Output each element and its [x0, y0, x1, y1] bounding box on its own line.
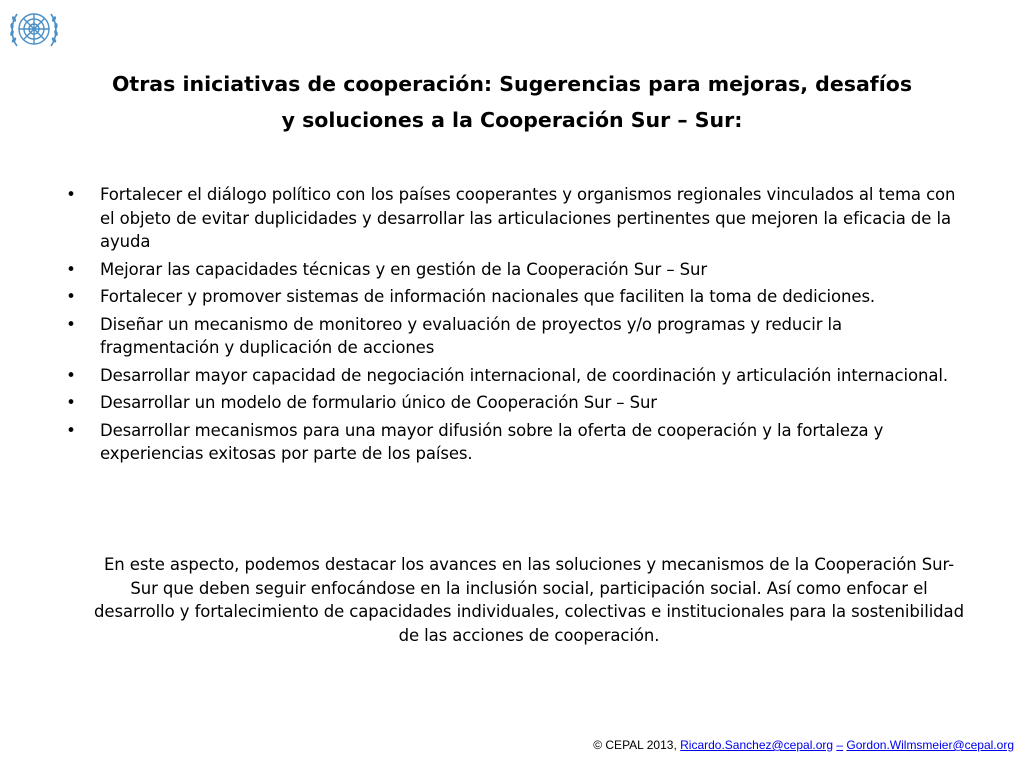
slide-title-line-2: y soluciones a la Cooperación Sur – Sur:	[281, 108, 743, 132]
slide-title	[40, 66, 984, 138]
copyright-text: © CEPAL 2013,	[593, 738, 681, 752]
list-item-text: Fortalecer y promover sistemas de información nacionales que faciliten la toma de dediciones.	[100, 287, 876, 306]
bullet-icon: •	[66, 314, 76, 334]
bullet-icon: •	[66, 185, 76, 204]
un-emblem-icon	[7, 2, 61, 54]
footer	[593, 738, 1014, 752]
list-item-text: Desarrollar mecanismos para una mayor difusión sobre la oferta de cooperación y la fortaleza y experiencias exitosas por parte de los países.	[100, 420, 884, 463]
email-link-gordon[interactable]: Gordon.Wilmsmeier@cepal.org	[846, 738, 1014, 752]
conclusion-paragraph: En este aspecto, podemos destacar los avances en las soluciones y mecanismos de la Cooperación Sur-Sur que deben seguir enfocándose en la inclusión social, participación social. Así como enfocar el desarrollo y fortalecimiento de capacidades individuales, colectivas e institucionales para la sostenibilidad de las acciones de cooperación.	[94, 555, 964, 645]
bullet-list	[64, 183, 964, 470]
bullet-icon: •	[66, 259, 76, 279]
list-item-text: Diseñar un mecanismo de monitoreo y evaluación de proyectos y/o programas y reducir la fragmentación y duplicación de acciones	[100, 314, 843, 357]
list-item	[64, 364, 964, 388]
list-item	[64, 313, 964, 360]
bullet-icon: •	[66, 420, 76, 440]
bullet-icon: •	[66, 365, 76, 385]
list-item	[64, 419, 964, 466]
list-item-text: Mejorar las capacidades técnicas y en gestión de la Cooperación Sur – Sur	[100, 259, 708, 279]
slide-title-line-1: Otras iniciativas de cooperación: Sugerencias para mejoras, desafíos	[111, 72, 913, 96]
list-item	[64, 285, 964, 309]
email-link-ricardo[interactable]: Ricardo.Sanchez@cepal.org	[680, 738, 834, 752]
footer-separator[interactable]: –	[836, 738, 844, 752]
list-item-text: Fortalecer el diálogo político con los países cooperantes y organismos regionales vinculados al tema con el objeto de evitar duplicidades y desarrollar las articulaciones pertinentes que mejoren la eficacia de la ayuda	[100, 185, 956, 251]
list-item	[64, 183, 964, 254]
bullet-icon: •	[66, 393, 76, 412]
list-item-text: Desarrollar mayor capacidad de negociación internacional, de coordinación y articulación internacional.	[100, 365, 948, 385]
list-item	[64, 391, 964, 415]
list-item-text: Desarrollar un modelo de formulario único de Cooperación Sur – Sur	[100, 393, 657, 412]
list-item	[64, 258, 964, 282]
bullet-icon: •	[66, 287, 76, 306]
un-emblem-svg	[7, 2, 61, 54]
